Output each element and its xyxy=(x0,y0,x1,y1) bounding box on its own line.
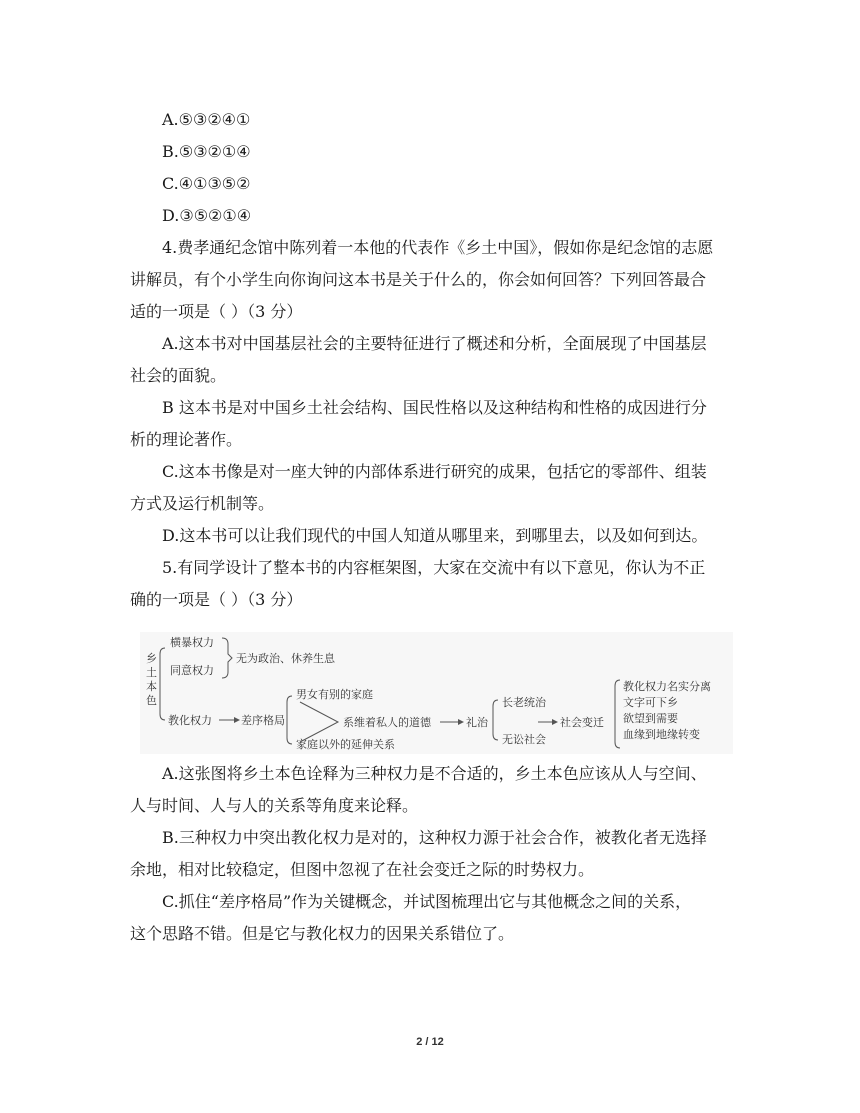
diagram-elder-rule: 长老统治 xyxy=(502,696,546,709)
q3-option-b: B.⑤③②①④ xyxy=(162,142,251,161)
diagram-root-char-3: 本 xyxy=(146,680,157,693)
q4-stem-line-1: 4.费孝通纪念馆中陈列着一本他的代表作《乡土中国》，假如你是纪念馆的志愿 xyxy=(162,238,714,257)
q3-option-a: A.⑤③②④① xyxy=(162,110,251,129)
diagram-root-char-1: 乡 xyxy=(146,652,157,665)
diagram-morality: 系维着私人的道德 xyxy=(343,716,431,729)
diagram-extension: 家庭以外的延伸关系 xyxy=(296,738,395,751)
diagram-social-change: 社会变迁 xyxy=(560,716,604,729)
q4-option-c-line-2: 方式及运行机制等。 xyxy=(130,494,275,513)
diagram-change-3: 欲望到需要 xyxy=(623,712,678,725)
diagram-power-consent: 同意权力 xyxy=(170,664,214,677)
diagram-no-litigation: 无讼社会 xyxy=(502,733,546,746)
framework-diagram xyxy=(140,632,733,754)
q4-option-a-line-2: 社会的面貌。 xyxy=(130,366,227,385)
q3-option-d: D.③⑤②①④ xyxy=(162,206,252,225)
diagram-power-coercive: 横暴权力 xyxy=(170,636,214,649)
q5-option-a-line-1: A.这张图将乡土本色诠释为三种权力是不合适的，乡土本色应该从人与空间、 xyxy=(162,764,707,783)
diagram-result-noninterference: 无为政治、休养生息 xyxy=(236,652,335,665)
q4-option-a-line-1: A.这本书对中国基层社会的主要特征进行了概述和分析，全面展现了中国基层 xyxy=(162,334,707,353)
q4-stem-line-2: 讲解员，有个小学生向你询问这本书是关于什么的，你会如何回答？下列回答最合 xyxy=(130,270,707,289)
q5-stem-line-2: 确的一项是（ ）（3 分） xyxy=(130,590,303,609)
page-number: 2 / 12 xyxy=(416,1036,444,1048)
q4-option-c-line-1: C.这本书像是对一座大钟的内部体系进行研究的成果，包括它的零部件、组装 xyxy=(162,462,707,481)
q5-stem-line-1: 5.有同学设计了整本书的内容框架图，大家在交流中有以下意见，你认为不正 xyxy=(162,558,706,577)
diagram-power-education: 教化权力 xyxy=(168,714,212,727)
q5-option-c-line-1: C.抓住“差序格局”作为关键概念，并试图梳理出它与其他概念之间的关系， xyxy=(162,892,692,911)
q4-stem-line-3: 适的一项是（ ）（3 分） xyxy=(130,302,303,321)
q4-option-b-line-2: 析的理论著作。 xyxy=(130,430,243,449)
diagram-chaxu: 差序格局 xyxy=(241,714,285,727)
q5-option-a-line-2: 人与时间、人与人的关系等角度来论释。 xyxy=(130,796,419,815)
q4-option-d: D.这本书可以让我们现代的中国人知道从哪里来，到哪里去，以及如何到达。 xyxy=(162,526,708,545)
q5-option-b-line-1: B.三种权力中突出教化权力是对的，这种权力源于社会合作，被教化者无选择 xyxy=(162,828,707,847)
diagram-change-4: 血缘到地缘转变 xyxy=(623,728,700,741)
diagram-change-2: 文字可下乡 xyxy=(623,696,678,709)
diagram-change-1: 教化权力名实分离 xyxy=(623,680,711,693)
q5-option-b-line-2: 余地，相对比较稳定，但图中忽视了在社会变迁之际的时势权力。 xyxy=(130,860,595,879)
diagram-root-char-4: 色 xyxy=(146,694,157,707)
q4-option-b-line-1: B 这本书是对中国乡土社会结构、国民性格以及这种结构和性格的成因进行分 xyxy=(162,398,707,417)
diagram-lizhi: 礼治 xyxy=(466,716,488,729)
q5-option-c-line-2: 这个思路不错。但是它与教化权力的因果关系错位了。 xyxy=(130,924,515,943)
diagram-family: 男女有别的家庭 xyxy=(296,688,373,701)
diagram-root-char-2: 土 xyxy=(146,666,157,679)
q3-option-c: C.④①③⑤② xyxy=(162,174,251,193)
